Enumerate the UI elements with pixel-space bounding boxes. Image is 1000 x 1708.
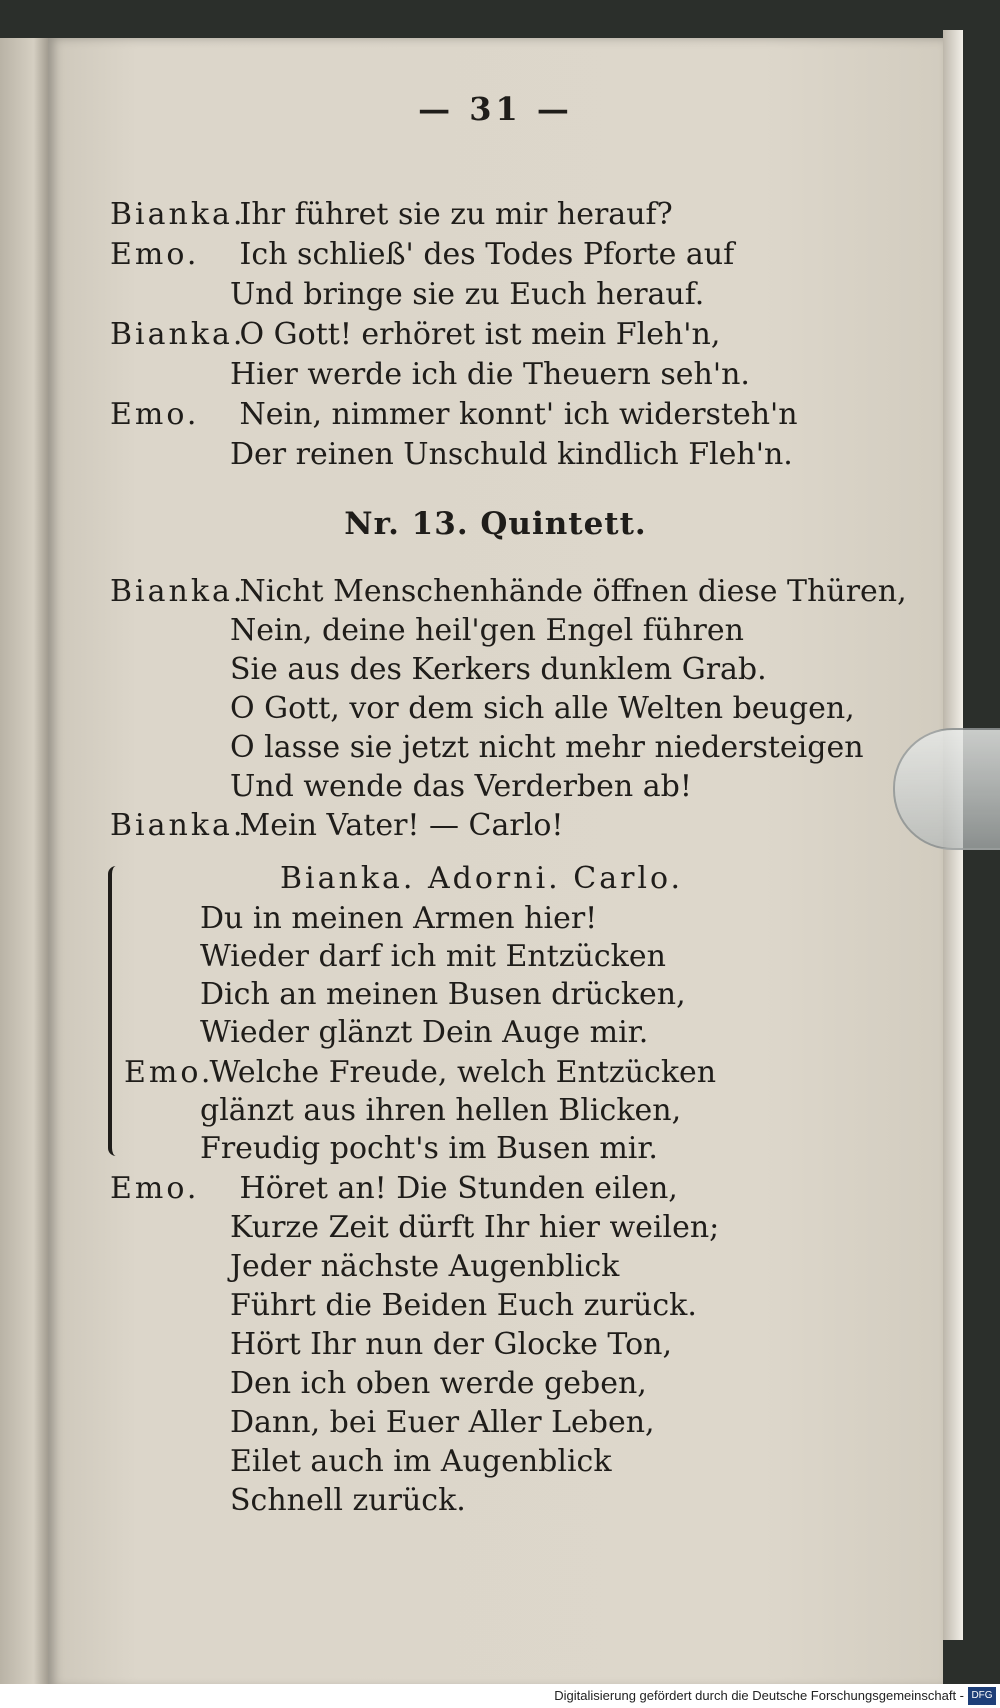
book-clip [893,728,1000,850]
dialog-line [230,1482,466,1520]
speaker-label: Emo. [110,237,200,272]
dialog-line [230,651,767,689]
dialog-line [110,1170,678,1208]
ensemble-header: Bianka. Adorni. Carlo. [280,861,684,896]
dialog-line [110,196,673,234]
dialog-line [230,356,750,394]
speaker-label: Bianka. [110,317,246,352]
ensemble-line: Wieder glänzt Dein Auge mir. [200,1015,649,1050]
dialog-line [230,1443,612,1481]
dialog-line [230,436,793,474]
line-text: Welche Freude, welch Entzücken [209,1055,717,1090]
dialog-line [230,612,744,650]
dialog-line [230,1248,619,1286]
line-text: Den ich oben werde geben, [230,1366,647,1401]
line-text: O Gott! erhöret ist mein Fleh'n, [239,317,721,352]
ensemble-line: Freudig pocht's im Busen mir. [200,1131,658,1166]
line-text: Und wende das Verderben ab! [230,769,692,804]
dialog-line [230,1404,655,1442]
dialog-line [110,316,720,354]
line-text: Nicht Menschenhände öffnen diese Thüren, [239,574,907,609]
line-text: Hört Ihr nun der Glocke Ton, [230,1327,673,1362]
line-text: Und bringe sie zu Euch herauf. [230,277,705,312]
line-text: Kurze Zeit dürft Ihr hier weilen; [230,1210,720,1245]
dialog-line [124,1054,716,1092]
line-text: Ich schließ' des Todes Pforte auf [239,237,735,272]
dialog-line [230,768,692,806]
speaker-label: Emo. [110,1171,200,1206]
digitization-footer [0,1684,1000,1708]
line-text: Mein Vater! — Carlo! [239,808,564,843]
ensemble-line: Du in meinen Armen hier! [200,901,598,936]
dialog-line [230,1287,697,1325]
left-page-edge [0,38,48,1688]
line-text: Nein, nimmer konnt' ich widersteh'n [239,397,798,432]
line-text: Sie aus des Kerkers dunklem Grab. [230,652,767,687]
ensemble-line: Dich an meinen Busen drücken, [200,977,686,1012]
line-text: Ihr führet sie zu mir herauf? [239,197,673,232]
line-text: O Gott, vor dem sich alle Welten beugen, [230,691,855,726]
line-text: Hier werde ich die Theuern seh'n. [230,357,750,392]
page-text [48,38,943,1688]
speaker-label: Emo. [124,1055,214,1090]
dialog-line [110,573,907,611]
line-text: Eilet auch im Augenblick [230,1444,612,1479]
line-text: Führt die Beiden Euch zurück. [230,1288,697,1323]
dialog-line [110,396,798,434]
book-page [48,38,943,1688]
line-text: Dann, bei Euer Aller Leben, [230,1405,655,1440]
ensemble-brace [108,866,124,1156]
line-text: Nein, deine heil'gen Engel führen [230,613,744,648]
dialog-line [230,276,704,314]
ensemble-line: glänzt aus ihren hellen Blicken, [200,1093,682,1128]
dialog-line [230,1365,647,1403]
speaker-label: Bianka. [110,574,246,609]
section-heading: Nr. 13. Quintett. [344,506,647,542]
dialog-line [230,690,855,728]
speaker-label: Bianka. [110,808,246,843]
line-text: O lasse sie jetzt nicht mehr niedersteigen [230,730,864,765]
dialog-line [230,729,864,767]
footer-text: Digitalisierung gefördert durch die Deutsche Forschungsgemeinschaft - [554,1688,964,1703]
speaker-label: Bianka. [110,197,246,232]
speaker-label: Emo. [110,397,200,432]
dialog-line [230,1209,719,1247]
line-text: Schnell zurück. [230,1483,466,1518]
dialog-line [110,236,734,274]
ensemble-line: Wieder darf ich mit Entzücken [200,939,666,974]
dialog-line [110,807,563,845]
dialog-line [230,1326,672,1364]
dfg-logo: DFG [968,1687,996,1705]
line-text: Der reinen Unschuld kindlich Fleh'n. [230,437,793,472]
page-number: — 31 — [418,90,573,128]
line-text: Jeder nächste Augenblick [230,1249,620,1284]
line-text: Höret an! Die Stunden eilen, [239,1171,678,1206]
